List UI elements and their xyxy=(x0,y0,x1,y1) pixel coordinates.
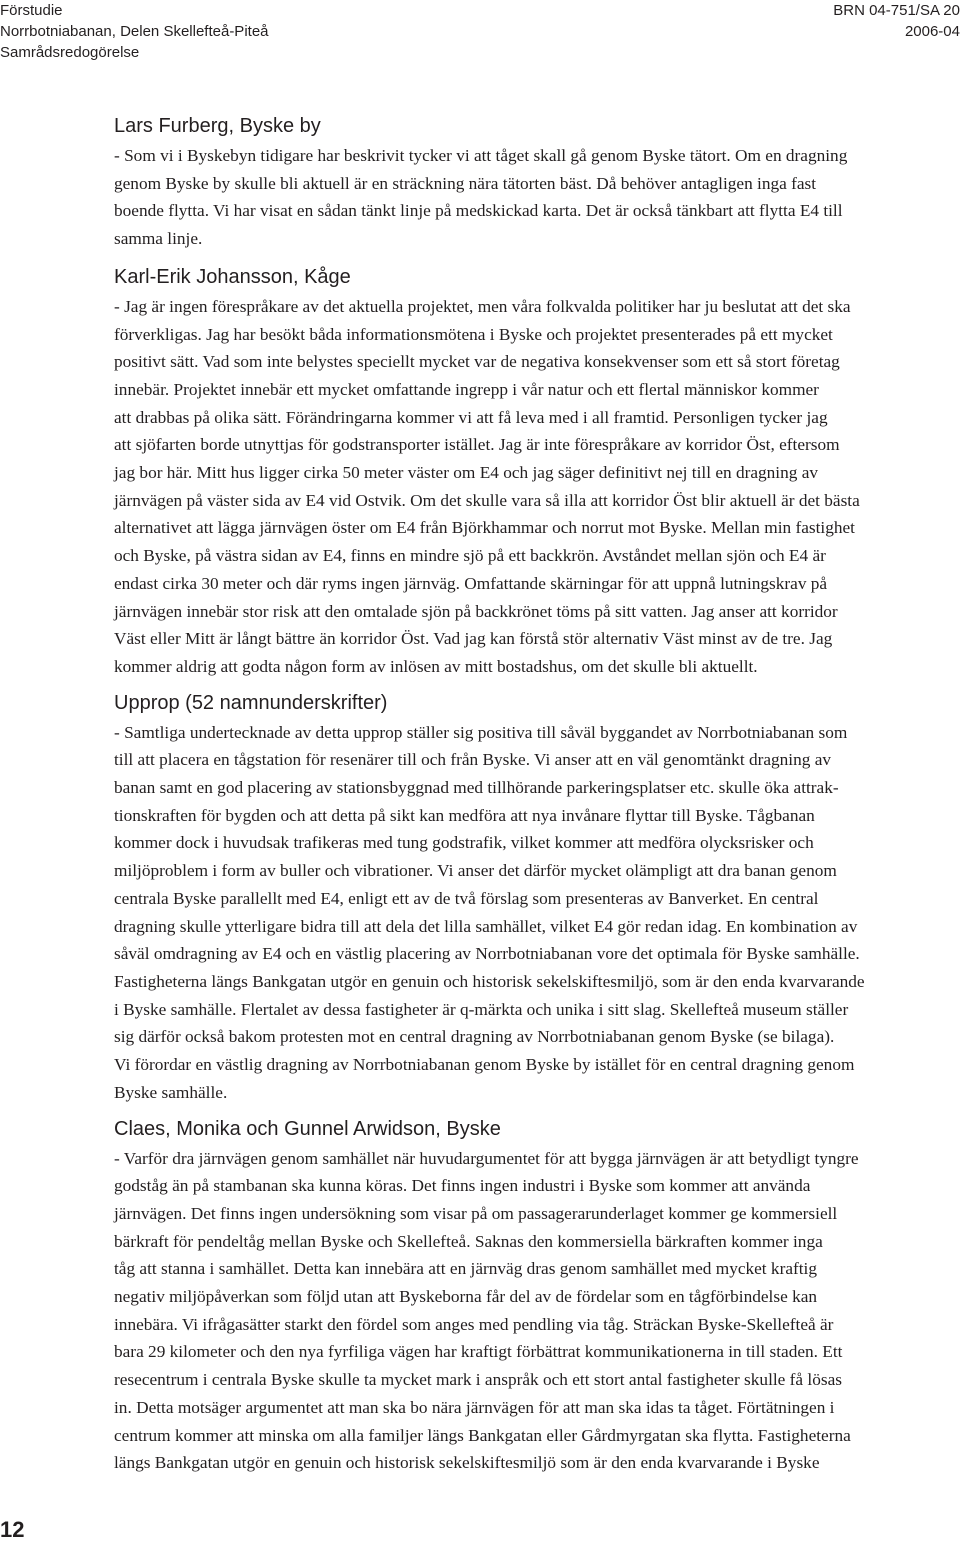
section-arwidson xyxy=(114,1115,960,1477)
section-text: - Varför dra järnvägen genom samhället när huvudargumentet för att bygga järnvägen är att betydligt tyngre godståg än på stambanan ska kunna köras. Det finns ingen industri i Byske som kommer att använda järnvägen. Det finns ingen undersökning som visar på om passagerarunderlaget kommer ge kommersiell bärkraft för pendeltåg mellan Byske och Skellefteå. Saknas den kommersiella bärkraften kommer inga tåg att stanna i samhället. Detta kan innebära att en järnväg dras genom samhället med mycket kraftig negativ miljöpåverkan som följd utan att Byskeborna får del av de fördelar som en tågförbindelse kan innebära. Vi ifrågasätter starkt den fördel som anges med pendling via tåg. Sträckan Byske-Skellefteå är bara 29 kilometer och den nya fyrfiliga vägen har kraftigt förbättrat kommunikationerna in till staden. Ett resecentrum i centrala Byske skulle ta mycket mark i anspråk och ett stort antal fastigheter skulle få lösas in. Detta motsäger argumentet att man ska bo nära järnvägen för att man ska idas ta tåget. Förtätningen i centrum kommer att minska om alla familjer längs Bankgatan eller Gårdmyrgatan ska flytta. Fastigheterna längs Bankgatan utgör en genuin och historisk sekelskiftesmiljö som är den enda kvarvarande i Byske xyxy=(114,1148,859,1473)
section-text: - Jag är ingen förespråkare av det aktuella projektet, men våra folkvalda politiker har ju beslutat att det ska förverkligas. Jag har besökt båda informationsmötena i Byske och projektet presenterades på ett mycket positivt sätt. Vad som inte belystes speciellt mycket var de negativa konsekvenser som ett så stort företag innebär. Projektet innebär ett mycket omfattande ingrepp i vår natur och ett flertal människor kommer att drabbas på olika sätt. Förändringarna kommer vi att få leva med i all framtid. Personligen tycker jag att sjöfarten borde utnyttjas för godstransporter istället. Jag är inte förespråkare av korridor Öst, eftersom jag bor här. Mitt hus ligger cirka 50 meter väster om E4 och jag säger definitivt nej till en dragning av järnvägen på väster sida av E4 vid Ostvik. Om det skulle vara så illa att korridor Öst blir aktuell är det bästa alternativet att lägga järnvägen öster om E4 från Björkhammar och norrut mot Byske. Mellan min fastighet och Byske, på västra sidan av E4, finns en mindre sjö på ett backkrön. Avståndet mellan sjön och E4 är endast cirka 30 meter och där ryms ingen järnväg. Omfattande skärningar för att uppnå lutningskrav på järnvägen innebär stor risk att den omtalade sjön på backkrönet töms på sitt vatten. Jag anser att korridor Väst eller Mitt är långt bättre än korridor Öst. Vad jag kan förstå stör alternativ Väst minst av de tre. Jag kommer aldrig att godta någon form av inlösen av mitt bostadshus, om det skulle bli aktuellt. xyxy=(114,296,860,676)
section-text: - Samtliga undertecknade av detta upprop ställer sig positiva till såväl byggandet av Norrbotniabanan som till att placera en tågstation för resenärer till och från Byske. Vi anser att en väl genomtänkt dragning av banan samt en god placering av stationsbyggnad med tillhörande parkeringsplatser etc. skulle öka attrak- tionskraften för bygden och att detta på sikt kan medföra att nya invånare flyttar till Byske. Tågbanan kommer dock i huvudsak trafikeras med tung godstrafik, vilket kommer att medföra olycksrisker och miljöproblem i form av buller och vibrationer. Vi anser det därför mycket olämpligt att dra banan genom centrala Byske parallellt med E4, enligt ett av de två förslag som presenteras av Banverket. En central dragning skulle ytterligare bidra till att dela det lilla samhället, vilket E4 gör redan idag. En kombination av såväl omdragning av E4 och en västlig placering av Norrbotniabanan vore det optimala för Byske samhälle. Fastigheterna längs Bankgatan utgör en genuin och historisk sekelskiftesmiljö, som är den enda kvarvarande i Byske samhälle. Flertalet av dessa fastigheter är q-märkta och unika i sitt slag. Skellefteå museum ställer sig därför också bakom protesten mot en central dragning av Norrbotniabanan genom Byske (se bilaga). Vi förordar en västlig dragning av Norrbotniabanan genom Byske by istället för en central dragning genom Byske samhälle. xyxy=(114,722,865,1102)
document-body xyxy=(114,112,960,1477)
section-heading: Claes, Monika och Gunnel Arwidson, Byske xyxy=(114,1117,501,1140)
header-date: 2006-04 xyxy=(904,23,960,40)
page-number: 12 xyxy=(0,1517,25,1542)
header-doc-type: Förstudie xyxy=(0,2,63,19)
header-reference: BRN 04-751/SA 20 xyxy=(833,2,960,19)
document-header-left xyxy=(0,0,269,63)
section-upprop xyxy=(114,689,960,1107)
section-heading: Karl-Erik Johansson, Kåge xyxy=(114,265,351,288)
document-header-right xyxy=(833,0,960,42)
section-text: - Som vi i Byskebyn tidigare har beskrivit tycker vi att tåget skall gå genom Byske tätort. Om en dragning genom Byske by skulle bli aktuell är en sträckning nära tätorten bäst. Då behöver antagligen inga fast boende flytta. Vi har visat en sådan tänkt linje på medskickad karta. Det är också tänkbart att flytta E4 till samma linje. xyxy=(114,146,848,249)
header-project: Norrbotniabanan, Delen Skellefteå-Piteå xyxy=(0,23,269,40)
section-lars-furberg xyxy=(114,112,960,253)
section-heading: Upprop (52 namnunderskrifter) xyxy=(114,691,388,714)
section-karl-erik-johansson xyxy=(114,263,960,681)
section-heading: Lars Furberg, Byske by xyxy=(114,115,321,137)
header-doc-title: Samrådsredogörelse xyxy=(0,44,140,61)
